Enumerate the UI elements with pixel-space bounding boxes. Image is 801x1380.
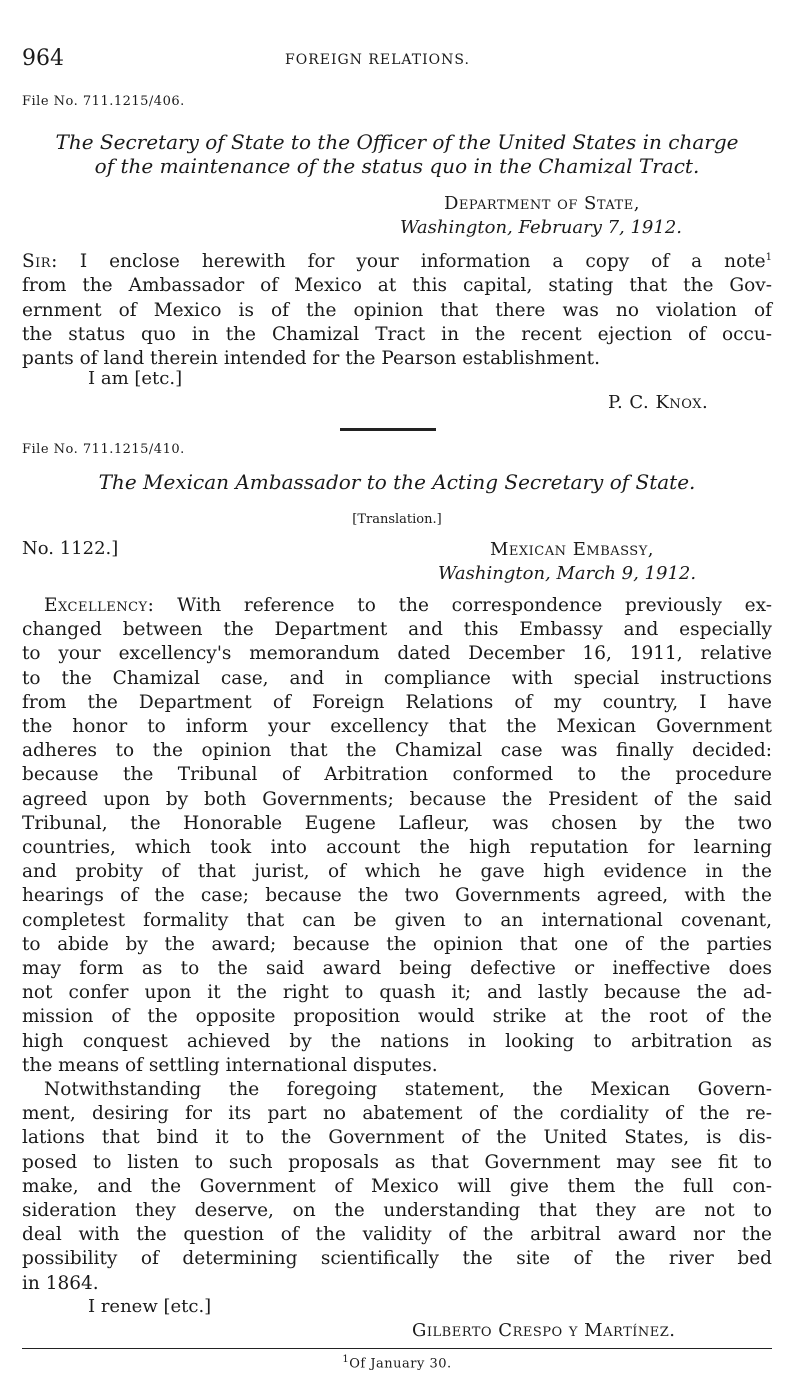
doc2-dateline-date: Washington, March 9, 1912. xyxy=(438,563,697,584)
footnote xyxy=(22,1354,772,1371)
doc2-p2-line: ment, desiring for its part no abatement of the cordiality of the re- xyxy=(22,1103,772,1125)
doc2-p1-line: countries, which took into account the high reputation for learning xyxy=(22,837,772,859)
doc2-p2-line: posed to listen to such proposals as that Government may see fit to xyxy=(22,1151,772,1173)
doc2-salutation: Excellency: xyxy=(44,595,155,616)
doc1-body xyxy=(22,246,772,371)
page-header xyxy=(22,46,772,76)
doc2-p1-line: to abide by the award; because the opinion that one of the parties xyxy=(22,933,772,955)
doc2-p2-line: sideration they deserve, on the understanding that they are not to xyxy=(22,1200,772,1222)
doc2-p1-line: hearings of the case; because the two Governments agreed, with the xyxy=(22,885,772,907)
doc2-p1-line: because the Tribunal of Arbitration conformed to the procedure xyxy=(22,764,772,786)
doc2-p1-line: the means of settling international disputes. xyxy=(22,1054,438,1076)
doc2-p1-line: mission of the opposite proposition would strike at the root of the xyxy=(22,1006,772,1028)
doc2-p1-line: from the Department of Foreign Relations of my country, I have xyxy=(22,691,772,713)
doc2-closing: I renew [etc.] xyxy=(88,1296,212,1317)
doc2-p1-line: may form as to the said award being defective or ineffective does xyxy=(22,958,772,980)
page-number: 964 xyxy=(22,46,64,71)
doc2-p1-line-1: Excellency: With reference to the correspondence previously ex- xyxy=(44,595,772,616)
doc2-p2-line: possibility of determining scientifically the site of the river bed xyxy=(22,1248,772,1270)
doc1-body-line-4: the status quo in the Chamizal Tract in the recent ejection of occu- xyxy=(22,323,772,345)
doc1-heading-line1: The Secretary of State to the Officer of the United States in charge xyxy=(55,130,739,154)
doc1-salutation: Sir: xyxy=(22,251,58,273)
footnote-marker: 1 xyxy=(342,1354,350,1365)
doc1-body-line-5: pants of land therein intended for the Pearson establishment. xyxy=(22,347,600,369)
doc2-number: No. 1122.] xyxy=(22,538,119,559)
doc2-p1-line: agreed upon by both Governments; because the President of the said xyxy=(22,788,772,810)
doc2-paragraph-1 xyxy=(22,594,772,1078)
footnote-ref: 1 xyxy=(765,252,772,263)
doc2-p2-line: Notwithstanding the foregoing statement, the Mexican Govern- xyxy=(44,1079,772,1100)
doc1-dateline-office: Department of State, xyxy=(444,193,640,214)
doc1-dateline-date: Washington, February 7, 1912. xyxy=(400,217,683,238)
doc2-p1-line: not confer upon it the right to quash it; and lastly because the ad- xyxy=(22,982,772,1004)
doc2-p1-line: and probity of that jurist, of which he gave high evidence in the xyxy=(22,861,772,883)
doc2-p1-line: to the Chamizal case, and in compliance with special instructions xyxy=(22,667,772,689)
doc1-signature: P. C. Knox. xyxy=(608,392,709,413)
doc2-p1-line: to your excellency's memorandum dated December 16, 1911, relative xyxy=(22,643,772,665)
file-number-2: File No. 711.1215/410. xyxy=(22,442,185,457)
doc2-p1-line: changed between the Department and this Embassy and especially xyxy=(22,619,772,641)
doc1-body-line-3: ernment of Mexico is of the opinion that there was no violation of xyxy=(22,299,772,321)
doc2-p2-line: deal with the question of the validity of the arbitral award nor the xyxy=(22,1224,772,1246)
doc2-p2-line: make, and the Government of Mexico will give them the full con- xyxy=(22,1175,772,1197)
doc2-p1-line: adheres to the opinion that the Chamizal case was finally decided: xyxy=(22,740,772,762)
doc2-heading: The Mexican Ambassador to the Acting Secretary of State. xyxy=(98,470,696,494)
translation-note: [Translation.] xyxy=(352,512,442,527)
doc2-p1-line: Tribunal, the Honorable Eugene Lafleur, was chosen by the two xyxy=(22,812,772,834)
doc2-paragraph-2 xyxy=(22,1078,772,1296)
footnote-divider xyxy=(22,1348,772,1349)
doc2-p1-line: the honor to inform your excellency that the Mexican Government xyxy=(22,716,772,738)
doc2-signature: Gilberto Crespo y Martínez. xyxy=(412,1320,676,1341)
running-head: FOREIGN RELATIONS. xyxy=(285,52,470,68)
doc1-body-line-2: from the Ambassador of Mexico at this capital, stating that the Gov- xyxy=(22,275,772,297)
file-number-1: File No. 711.1215/406. xyxy=(22,94,185,109)
doc2-p2-line: in 1864. xyxy=(22,1272,99,1294)
doc1-heading xyxy=(22,130,772,178)
doc1-heading-line2: of the maintenance of the status quo in the Chamizal Tract. xyxy=(94,154,700,178)
doc2-p2-line: lations that bind it to the Government of the United States, is dis- xyxy=(22,1127,772,1149)
doc2-p1-line: completest formality that can be given to an international covenant, xyxy=(22,909,772,931)
section-divider xyxy=(340,428,436,431)
doc1-closing: I am [etc.] xyxy=(88,368,183,389)
doc1-body-line-1: Sir: I enclose herewith for your information a copy of a note$^1$ xyxy=(22,251,772,273)
doc2-p1-line: high conquest achieved by the nations in looking to arbitration as xyxy=(22,1030,772,1052)
footnote-text: Of January 30. xyxy=(349,1356,452,1372)
doc2-dateline-office: Mexican Embassy, xyxy=(490,539,655,560)
